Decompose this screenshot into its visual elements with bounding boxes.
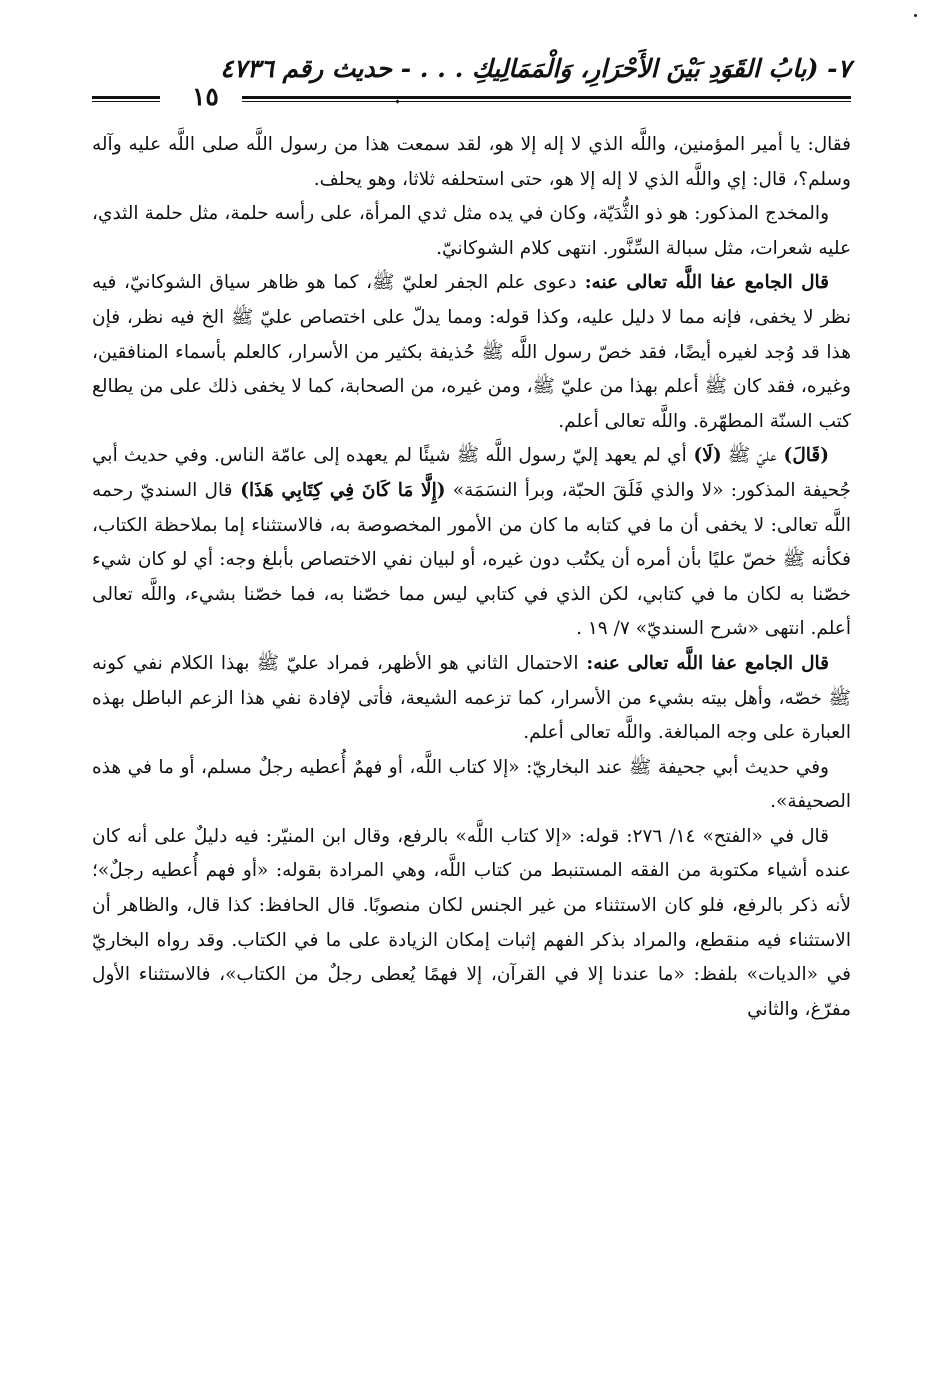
paragraph-text: قال في «الفتح» ١٤/ ٢٧٦: قوله: «إلا كتاب اللَّه» بالرفع، وقال ابن المنيّر: فيه دليلٌ على أنه كان عنده أشياء مكتوبة من الفقه المستنبط من كتاب اللَّه، وهي المرادة بقوله: «أو فهم أُعطيه رجلٌ»؛ لأنه ذكر بالرفع، فلو كان الاستثناء من غير الجنس لكان منصوبًا. قال الحافظ: كذا قال، والظاهر أن الاستثناء فيه منقطع، والمراد بذكر الفهم إثبات إمكان الزيادة على ما في الكتاب. وقد رواه البخاريّ في «الديات» بلفظ: «ما عندنا إلا في القرآن، إلا فهمًا يُعطى رجلٌ من الكتاب»، فالاستثناء الأول مفرّغ، والثاني — [92, 825, 851, 1020]
paragraph-text: الاحتمال الثاني هو الأظهر، فمراد عليّ ﷺ بهذا الكلام نفي كونه ﷺ خصّه، وأهل بيته بشيء من الأسرار، كما تزعمه الشيعة، فأتى لإفادة نفي هذا الزعم الباطل بهذه العبارة على وجه المبالغة. واللَّه تعالى أعلم. — [92, 652, 851, 744]
bold-heading-text: (إِلَّا مَا كَانَ فِي كِتَابِي هَذَا) — [232, 479, 446, 501]
paragraph — [92, 751, 851, 820]
paragraph-text: قال السنديّ رحمه اللَّه تعالى: لا يخفى أن ما في كتابه ما كان من الأمور المخصوصة به، فالاستثناء إما بملاحظة الكتاب، فكأنه ﷺ خصّ عليًا بأن أمره أن يكتُب دون غيره، أو لبيان نفي الاختصاص بأبلغ وجه: أي لو كان شيء خصّنا به لكان ما في كتابي، لكن الذي في كتابي ليس مما خصّنا به، فما خصّنا بشيء، واللَّه تعالى أعلم. انتهى «شرح السنديّ» ٧/ ١٩ . — [92, 479, 851, 640]
running-title: ٧- (بابُ القَوَدِ بَيْنَ الأَحْرَارِ، وَالْمَمَالِيكِ . . . - حديث رقم ٤٧٣٦ — [220, 54, 851, 83]
paragraph-text: عليّ ﷺ — [721, 445, 777, 467]
paragraph — [92, 820, 851, 1028]
paragraph-text: وفي حديث أبي جحيفة ﷺ عند البخاريّ: «إلا كتاب اللَّه، أو فهمٌ أُعطيه رجلٌ مسلم، أو ما في هذه الصحيفة». — [92, 756, 851, 813]
paragraph — [92, 266, 851, 439]
paragraph-text: فقال: يا أمير المؤمنين، واللَّه الذي لا إله إلا هو، لقد سمعت هذا من رسول اللَّه صلى اللَّه عليه وآله وسلم؟، قال: إي واللَّه الذي لا إله إلا هو، حتى استحلفه ثلاثا، وهو يحلف. — [92, 134, 851, 190]
bold-heading-text: (لَا) — [686, 445, 722, 467]
page-number: ١٥ — [192, 82, 219, 111]
paragraph — [92, 128, 851, 197]
paragraph-text: دعوى علم الجفر لعليّ ﷺ، كما هو ظاهر سياق الشوكانيّ، فيه نظر لا يخفى، فإنه مما لا دليل عليه، وكذا قوله: ومما يدلّ على اختصاص عليّ ﷺ الخ فيه نظر، فإن هذا قد وُجد لغيره أيضًا، فقد خصّ رسول اللَّه ﷺ حُذيفة بكثير من الأسرار، كالعلم بأسماء المنافقين، وغيره، فقد كان ﷺ أعلم بهذا من عليّ ﷺ، ومن غيره، من الصحابة، كما لا يخفى ذلك على من يطالع كتب السنّة المطهّرة. واللَّه تعالى أعلم. — [92, 272, 851, 432]
paragraph-text: أي لم يعهد إليّ رسول اللَّه ﷺ شيئًا لم يعهده إلى عامّة الناس. وفي حديث أبي جُحيفة المذكور: «لا والذي فَلَقَ الحبّة، وبرأ النسَمَة» — [92, 445, 851, 501]
header-rule — [242, 96, 851, 102]
header-rule-short — [92, 96, 160, 102]
header-rule-ornament — [395, 99, 399, 103]
bold-heading-text: قال الجامع عفا اللَّه تعالى عنه: — [576, 272, 829, 294]
paragraph-text: والمخدج المذكور: هو ذو الثُّدَيّة، وكان في يده مثل ثدي المرأة، على رأسه حلمة، مثل حلمة الثدي، عليه شعرات، مثل سبالة السِّنَّور. انتهى كلام الشوكانيّ. — [92, 203, 851, 259]
bold-heading-text: (قَالَ) — [776, 445, 829, 467]
bold-heading-text: قال الجامع عفا اللَّه تعالى عنه: — [578, 652, 830, 674]
paragraph — [92, 439, 851, 647]
body-text — [92, 128, 851, 1027]
paragraph — [92, 197, 851, 266]
corner-mark — [914, 14, 917, 17]
paragraph — [92, 647, 851, 751]
page-header — [92, 52, 851, 112]
